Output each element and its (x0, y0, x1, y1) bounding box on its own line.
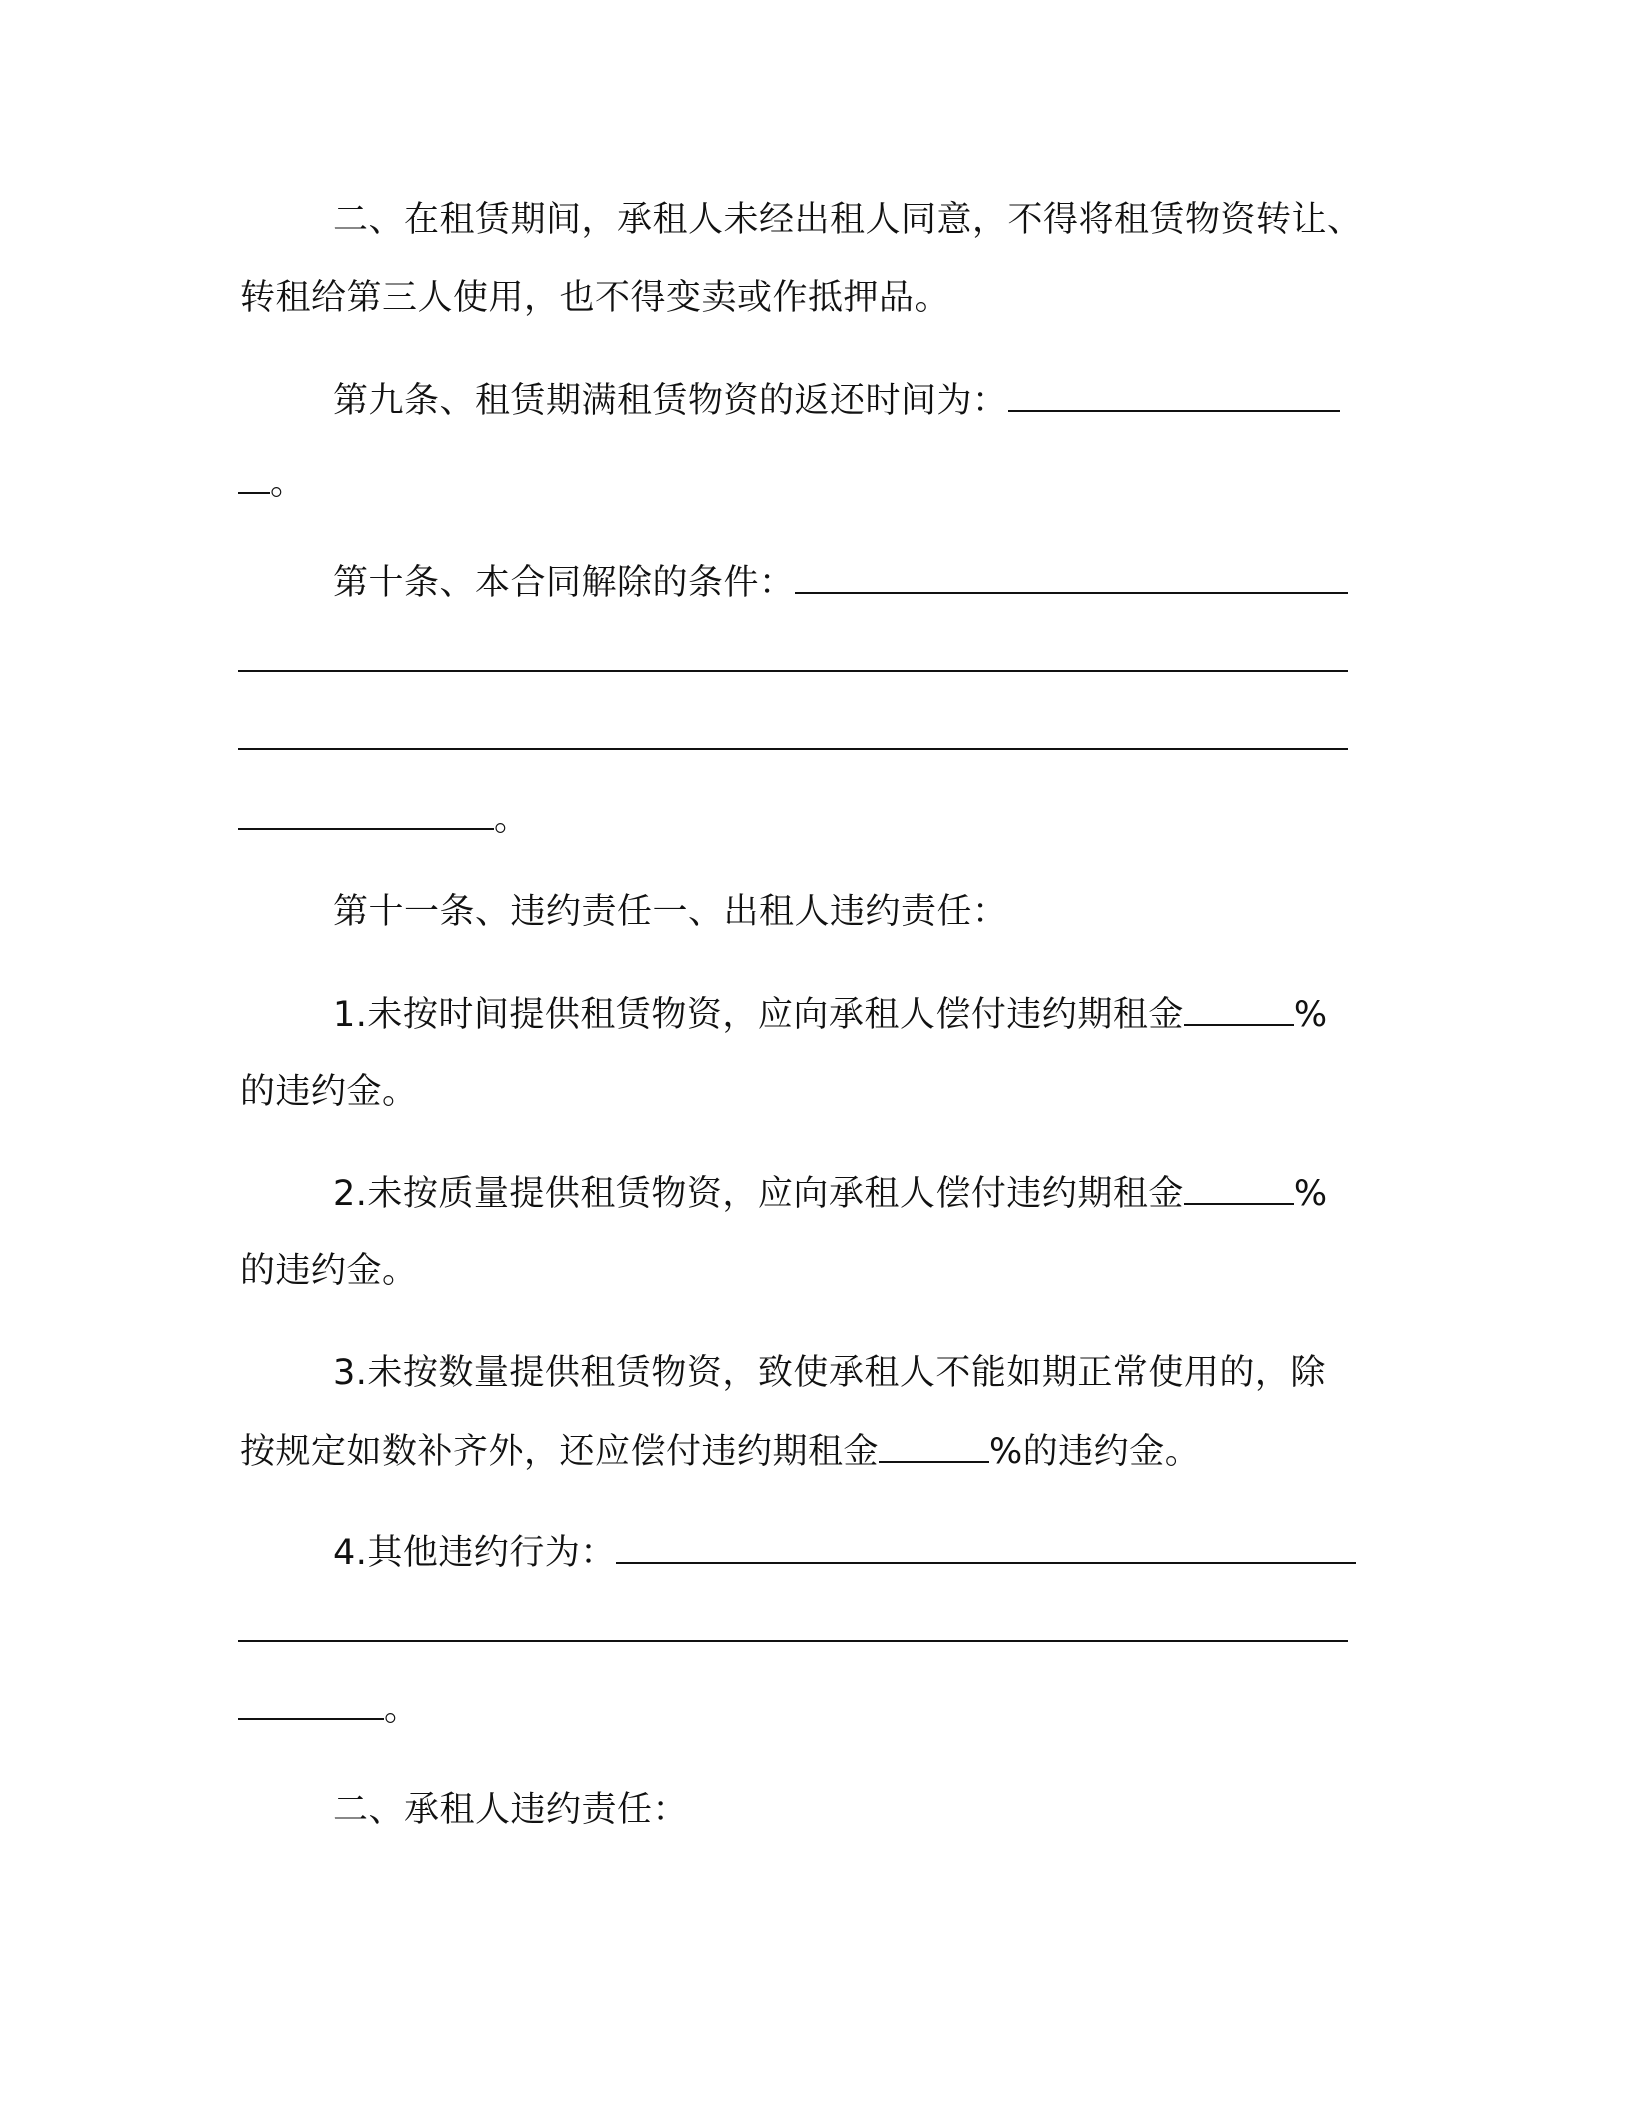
article-9-end: 。 (270, 463, 306, 503)
item-4-end: 。 (384, 1689, 420, 1729)
item-4-blank[interactable] (616, 1530, 1356, 1564)
item-2-percent: % (1293, 1174, 1328, 1214)
item-4-blank-line-3[interactable] (238, 1686, 384, 1720)
article-10-text: 第十条、本合同解除的条件： (333, 563, 795, 603)
article-10-last-line (238, 796, 530, 840)
item-1-line-2: 的违约金。 (240, 1072, 418, 1112)
article-10-blank-line-3[interactable] (238, 748, 1348, 750)
lessee-breach-heading: 二、承租人违约责任： (333, 1790, 689, 1830)
item-4-text: 4.其他违约行为： (333, 1533, 616, 1573)
item-1-blank[interactable] (1184, 992, 1294, 1026)
clause-2-line-1: 二、在租赁期间，承租人未经出租人同意，不得将租赁物资转让、 (333, 200, 1363, 240)
article-10 (333, 560, 1348, 604)
article-10-blank-line-2[interactable] (238, 670, 1348, 672)
item-3-line-2 (240, 1429, 1200, 1473)
item-4-blank-line-2[interactable] (238, 1640, 1348, 1642)
item-3-end: %的违约金。 (989, 1432, 1201, 1472)
article-10-blank-line-4[interactable] (238, 796, 494, 830)
item-4-last-line (238, 1686, 420, 1730)
article-9-text: 第九条、租赁期满租赁物资的返还时间为： (333, 381, 1008, 421)
item-2-text: 2.未按质量提供租赁物资，应向承租人偿付违约期租金 (333, 1174, 1184, 1214)
article-10-blank[interactable] (795, 560, 1348, 594)
item-3-line-1: 3.未按数量提供租赁物资，致使承租人不能如期正常使用的，除 (333, 1353, 1326, 1393)
article-9-blank[interactable] (1008, 378, 1340, 412)
item-1-text: 1.未按时间提供租赁物资，应向承租人偿付违约期租金 (333, 995, 1184, 1035)
clause-2-line-2: 转租给第三人使用，也不得变卖或作抵押品。 (240, 278, 951, 318)
item-4 (333, 1530, 1356, 1574)
article-9-blank-cont[interactable] (238, 460, 270, 494)
item-2-blank[interactable] (1184, 1171, 1294, 1205)
item-2 (333, 1171, 1328, 1215)
item-3-blank[interactable] (879, 1429, 989, 1463)
article-9 (333, 378, 1340, 422)
article-11-heading: 第十一条、违约责任一、出租人违约责任： (333, 892, 1008, 932)
item-2-line-2: 的违约金。 (240, 1251, 418, 1291)
article-10-end: 。 (494, 799, 530, 839)
item-1-percent: % (1293, 995, 1328, 1035)
article-9-continuation (238, 460, 306, 504)
item-1 (333, 992, 1328, 1036)
item-3-text: 按规定如数补齐外，还应偿付违约期租金 (240, 1432, 880, 1472)
